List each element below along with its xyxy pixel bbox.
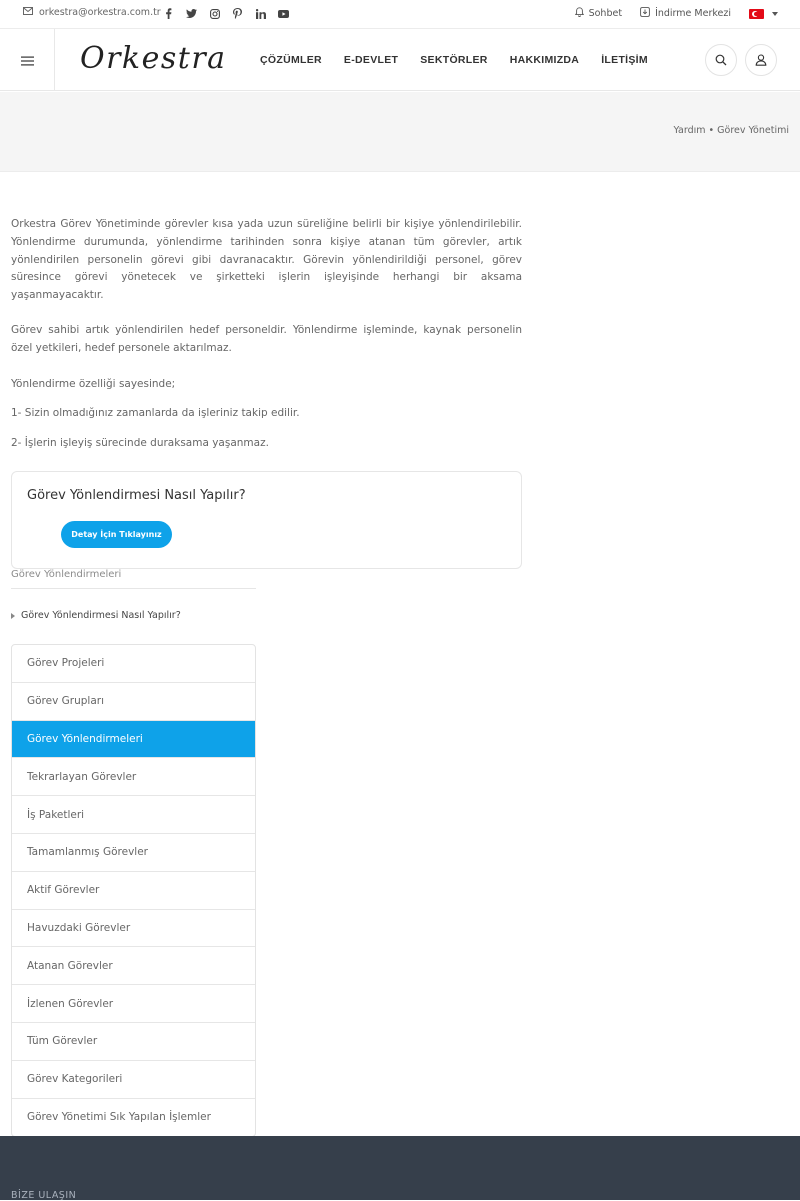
sidebar-item-pool-tasks[interactable]: Havuzdaki Görevler <box>12 910 255 948</box>
download-center-link[interactable] <box>640 7 731 20</box>
sidebar-item-task-delegations[interactable]: Görev Yönlendirmeleri <box>12 721 255 759</box>
nav-item-e-government[interactable]: E-DEVLET <box>343 54 399 66</box>
sidebar-how-to-label: Görev Yönlendirmesi Nasıl Yapılır? <box>21 610 181 621</box>
turkish-flag-icon <box>749 9 764 19</box>
sidebar-item-work-packages[interactable]: İş Paketleri <box>12 796 255 834</box>
user-icon <box>755 51 767 70</box>
search-button[interactable] <box>705 44 737 76</box>
email-text: orkestra@orkestra.com.tr <box>39 7 161 18</box>
page-banner <box>0 92 800 172</box>
instagram-icon[interactable] <box>208 7 221 20</box>
nav-item-contact[interactable]: İLETİŞİM <box>601 54 648 66</box>
sidebar-item-faq-operations[interactable]: Görev Yönetimi Sık Yapılan İşlemler <box>27 1111 211 1124</box>
sidebar-item-task-projects[interactable]: Görev Projeleri <box>12 645 255 683</box>
sidebar-item-task-categories[interactable]: Görev Kategorileri <box>12 1061 255 1099</box>
bell-icon <box>575 7 584 20</box>
sidebar-menu <box>11 644 256 1137</box>
caret-down-icon <box>772 12 778 16</box>
email-link[interactable] <box>23 7 161 18</box>
article-content <box>11 216 522 465</box>
paragraph-1: Orkestra Görev Yönetiminde görevler kısa yada uzun süreliğine belirli bir kişiye yönlendirilebilir. Yönlendirme durumunda, yönlendirme tarihinden sonra kişiye atanan tüm görevler, artık yönlendirilen personelin görevi gibi davranacaktır. Görevin yönlendirildiği personel, görev süresince görevi yönetecek ve şirketteki işlerin işleyişinde herhangi bir aksama yaşanmayacaktır. <box>11 218 522 302</box>
sidebar-item-completed-tasks[interactable]: Tamamlanmış Görevler <box>12 834 255 872</box>
paragraph-3: Yönlendirme özelliği sayesinde; <box>11 377 176 390</box>
caret-right-icon <box>11 613 15 619</box>
site-footer <box>0 1136 800 1200</box>
user-account-button[interactable] <box>745 44 777 76</box>
linkedin-icon[interactable] <box>254 7 267 20</box>
envelope-icon <box>23 7 33 18</box>
main-nav <box>260 54 648 66</box>
paragraph-5: 2- İşlerin işleyiş sürecinde duraksama yaşanmaz. <box>11 437 269 450</box>
footer-contact-title: BİZE ULAŞIN <box>11 1190 77 1201</box>
download-icon <box>640 7 650 20</box>
social-links <box>162 7 290 20</box>
sidebar-how-to-link[interactable] <box>11 610 181 621</box>
chat-link[interactable] <box>575 7 622 20</box>
details-button[interactable]: Detay İçin Tıklayınız <box>61 521 172 548</box>
site-logo[interactable]: Orkestra <box>80 41 227 76</box>
breadcrumb[interactable]: Yardım • Görev Yönetimi <box>673 125 789 136</box>
sidebar-item-all-tasks[interactable]: Tüm Görevler <box>12 1023 255 1061</box>
cta-title: Görev Yönlendirmesi Nasıl Yapılır? <box>27 488 246 503</box>
nav-item-about[interactable]: HAKKIMIZDA <box>509 54 580 66</box>
youtube-icon[interactable] <box>277 7 290 20</box>
chat-label: Sohbet <box>588 8 623 19</box>
paragraph-2: Görev sahibi artık yönlendirilen hedef personeldir. Yönlendirme işleminde, kaynak personelin özel yetkileri, hedef personele aktarılmaz. <box>11 324 522 355</box>
search-icon <box>715 51 727 70</box>
twitter-icon[interactable] <box>185 7 198 20</box>
sidebar-item-recurring-tasks[interactable]: Tekrarlayan Görevler <box>12 758 255 796</box>
pinterest-icon[interactable] <box>231 7 244 20</box>
nav-item-solutions[interactable]: ÇÖZÜMLER <box>260 54 322 66</box>
download-label: İndirme Merkezi <box>655 8 731 19</box>
paragraph-4: 1- Sizin olmadığınız zamanlarda da işleriniz takip edilir. <box>11 407 300 420</box>
sidebar-item-task-groups[interactable]: Görev Grupları <box>12 683 255 721</box>
facebook-icon[interactable] <box>162 7 175 20</box>
cta-box <box>11 471 522 569</box>
nav-item-sectors[interactable]: SEKTÖRLER <box>420 54 488 66</box>
menu-toggle-button[interactable] <box>0 29 55 91</box>
site-header <box>0 29 800 91</box>
sidebar-item-active-tasks[interactable]: Aktif Görevler <box>12 872 255 910</box>
hamburger-icon <box>21 51 34 70</box>
sidebar-item-watched-tasks[interactable]: İzlenen Görevler <box>12 985 255 1023</box>
sidebar-item-assigned-tasks[interactable]: Atanan Görevler <box>12 947 255 985</box>
sidebar-section-label: Görev Yönlendirmeleri <box>11 569 256 589</box>
top-bar <box>0 0 800 29</box>
language-selector[interactable] <box>749 9 778 19</box>
